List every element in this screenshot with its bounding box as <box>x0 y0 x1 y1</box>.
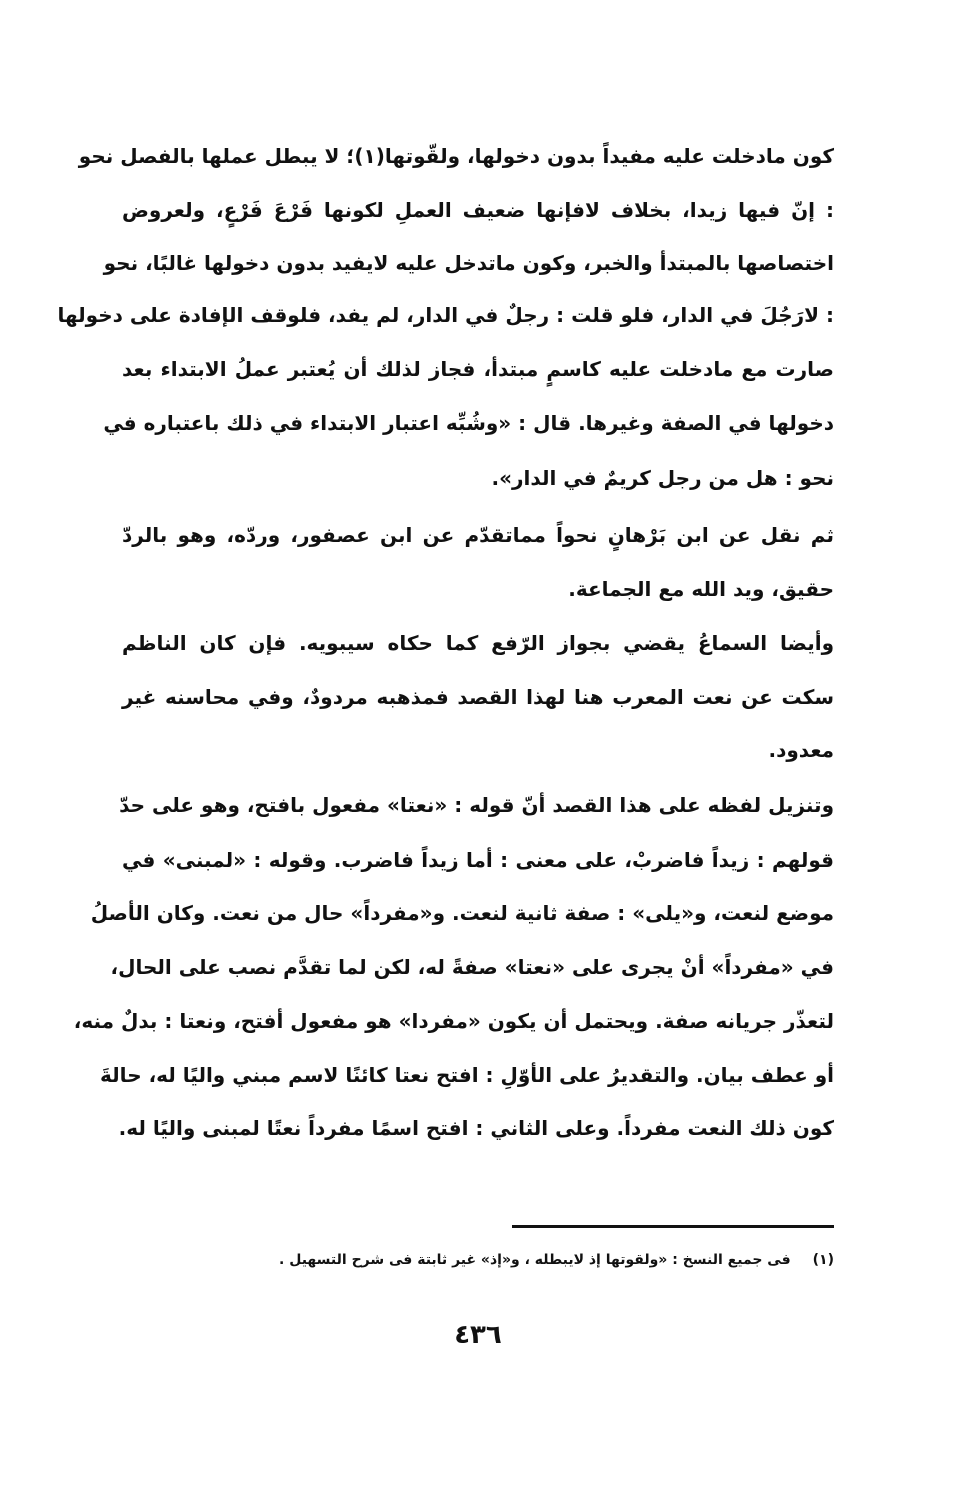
page-number: ٤٣٦ <box>454 1320 502 1350</box>
body-line-12: معدود. <box>768 738 834 762</box>
body-line-1: كون مادخلت عليه مفيداً بدون دخولها، ولقّوتها(١)؛ لا يبطل عملها بالفصل نحو <box>78 144 834 168</box>
body-line-10: وأيضا السماعُ يقضي بجواز الرّفع كما حكاه سيبويه. فإن كان الناظم <box>122 631 834 655</box>
body-line-5: صارت مع مادخلت عليه كاسمٍ مبتدأ، فجاز لذلك أن يُعتبر عملُ الابتداء بعد <box>122 357 834 381</box>
footnote-divider <box>512 1225 834 1228</box>
body-line-3: اختصاصها بالمبتدأ والخبر، وكون ماتدخل عليه لايفيد بدون دخولها غالبًا، نحو <box>103 251 834 275</box>
body-line-13: وتنزيل لفظه على هذا القصد أنّ قوله : «نعتا» مفعول بافتح، وهو على حدّ <box>119 793 834 817</box>
body-line-4: : لارَجُلَ في الدار، فلو قلت : رجلٌ في الدار، لم يفد، فلوقف الإفادة على دخولها <box>57 303 834 327</box>
footnote-marker: (١) <box>812 1252 834 1268</box>
body-line-18: أو عطف بيان. والتقديرُ على الأوّلِ : افتح نعتا كائنًا لاسم مبني واليًا له، حالةَ <box>100 1063 834 1087</box>
body-line-14: قولهم : زيداً فاضربْ، على معنى : أما زيداً فاضرب. وقوله : «لمبنى» في <box>122 848 834 872</box>
body-line-6: دخولها في الصفة وغيرها. قال : «وشُبِّه اعتبار الابتداء في ذلك باعتباره في <box>103 411 834 435</box>
footnote-text: فى جميع النسخ : «ولقوتها إذ لايبطله ، و«إذ» غير ثابتة فى شرح التسهيل . <box>279 1252 791 1268</box>
body-line-19: كون ذلك النعت مفرداً. وعلى الثاني : افتح اسمًا مفرداً نعتًا لمبنى واليًا له. <box>118 1116 834 1140</box>
body-line-7: نحو : هل من رجل كريمٌ في الدار». <box>491 466 834 490</box>
footnote <box>122 1248 834 1272</box>
body-line-17: لتعذّر جريانه صفة. ويحتمل أن يكون «مفردا» هو مفعول أفتح، ونعتا : بدلٌ منه، <box>73 1009 834 1033</box>
body-line-16: في «مفرداً» أنْ يجرى على «نعتا» صفةً له، لكن لما تقدَّم نصب على الحال، <box>110 955 834 979</box>
body-line-8: ثم نقل عن ابن بَرْهانٍ نحواً مماتقدّم عن ابن عصفور، وردّه، وهو بالردّ <box>122 523 834 547</box>
body-line-2: : إنّ فيها زيدا، بخلاف لافإنها ضعيف العملِ لكونها فَرْعَ فَرْعٍ، ولعروض <box>122 198 834 222</box>
body-line-15: موضع لنعت، و«يلى» : صفة ثانية لنعت. و«مفرداً» حال من نعت. وكان الأصلُ <box>90 901 834 925</box>
body-line-9: حقيق، ويد الله مع الجماعة. <box>568 577 834 601</box>
body-line-11: سكت عن نعت المعرب هنا لهذا القصد فمذهبه مردودٌ، وفي محاسنه غير <box>122 685 834 709</box>
